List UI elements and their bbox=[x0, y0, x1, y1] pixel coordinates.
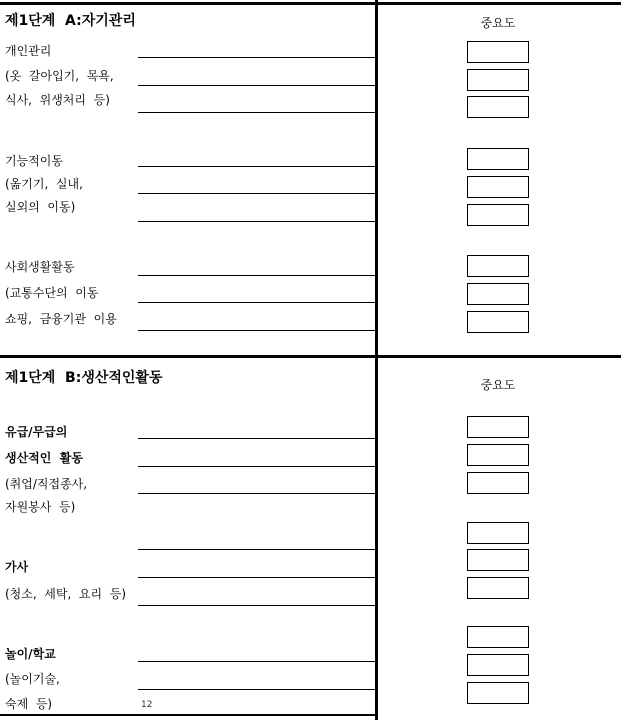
item-label: 식사, 위생처리 등) bbox=[5, 93, 110, 107]
answer-line[interactable] bbox=[138, 221, 376, 222]
importance-box[interactable] bbox=[467, 682, 529, 704]
item-label: 실외의 이동) bbox=[5, 200, 76, 214]
answer-line[interactable] bbox=[138, 302, 376, 303]
item-label: (교통수단의 이동 bbox=[5, 286, 99, 300]
item-label: 가사 bbox=[5, 560, 29, 574]
answer-line[interactable] bbox=[138, 605, 376, 606]
importance-box[interactable] bbox=[467, 472, 529, 494]
section-title: 제1단계 B:생산적인활동 bbox=[5, 370, 163, 386]
importance-box[interactable] bbox=[467, 176, 529, 198]
answer-line[interactable] bbox=[138, 549, 376, 550]
item-label: (청소, 세탁, 요리 등) bbox=[5, 587, 127, 601]
importance-box[interactable] bbox=[467, 96, 529, 118]
importance-box[interactable] bbox=[467, 416, 529, 438]
item-label: 숙제 등) bbox=[5, 697, 53, 711]
importance-box[interactable] bbox=[467, 577, 529, 599]
item-label: (취업/직접종사, bbox=[5, 477, 88, 491]
answer-line[interactable] bbox=[138, 438, 376, 439]
section-title: 제1단계 A:자기관리 bbox=[5, 13, 136, 29]
section-divider bbox=[0, 355, 621, 358]
importance-box[interactable] bbox=[467, 654, 529, 676]
answer-line[interactable] bbox=[138, 166, 376, 167]
answer-line[interactable] bbox=[138, 275, 376, 276]
importance-box[interactable] bbox=[467, 522, 529, 544]
answer-line[interactable] bbox=[138, 330, 376, 331]
importance-box[interactable] bbox=[467, 148, 529, 170]
importance-box[interactable] bbox=[467, 41, 529, 63]
importance-header: 중요도 bbox=[480, 378, 516, 392]
answer-line[interactable] bbox=[138, 112, 376, 113]
item-label: (옮기기, 실내, bbox=[5, 177, 83, 191]
bottom-border bbox=[0, 714, 377, 716]
item-label: (옷 갈아입기, 목욕, bbox=[5, 69, 114, 83]
item-label: 자원봉사 등) bbox=[5, 500, 76, 514]
answer-line[interactable] bbox=[138, 466, 376, 467]
answer-line[interactable] bbox=[138, 577, 376, 578]
item-label: 유급/무급의 bbox=[5, 425, 68, 439]
item-label: 기능적이동 bbox=[5, 154, 63, 168]
importance-box[interactable] bbox=[467, 255, 529, 277]
column-divider bbox=[375, 0, 378, 720]
item-label: (놀이기술, bbox=[5, 672, 60, 686]
answer-line[interactable] bbox=[138, 661, 376, 662]
item-label: 쇼핑, 금융기관 이용 bbox=[5, 312, 117, 326]
importance-box[interactable] bbox=[467, 69, 529, 91]
importance-header: 중요도 bbox=[480, 16, 516, 30]
item-label: 생산적인 활동 bbox=[5, 451, 83, 465]
item-label: 놀이/학교 bbox=[5, 647, 56, 661]
page-number: 12 bbox=[141, 700, 153, 710]
answer-line[interactable] bbox=[138, 193, 376, 194]
answer-line[interactable] bbox=[138, 493, 376, 494]
top-border bbox=[0, 2, 621, 5]
importance-box[interactable] bbox=[467, 549, 529, 571]
importance-box[interactable] bbox=[467, 444, 529, 466]
answer-line[interactable] bbox=[138, 85, 376, 86]
item-label: 사회생활활동 bbox=[5, 260, 75, 274]
item-label: 개인관리 bbox=[5, 44, 52, 58]
answer-line[interactable] bbox=[138, 57, 376, 58]
importance-box[interactable] bbox=[467, 204, 529, 226]
answer-line[interactable] bbox=[138, 689, 376, 690]
importance-box[interactable] bbox=[467, 283, 529, 305]
importance-box[interactable] bbox=[467, 626, 529, 648]
importance-box[interactable] bbox=[467, 311, 529, 333]
